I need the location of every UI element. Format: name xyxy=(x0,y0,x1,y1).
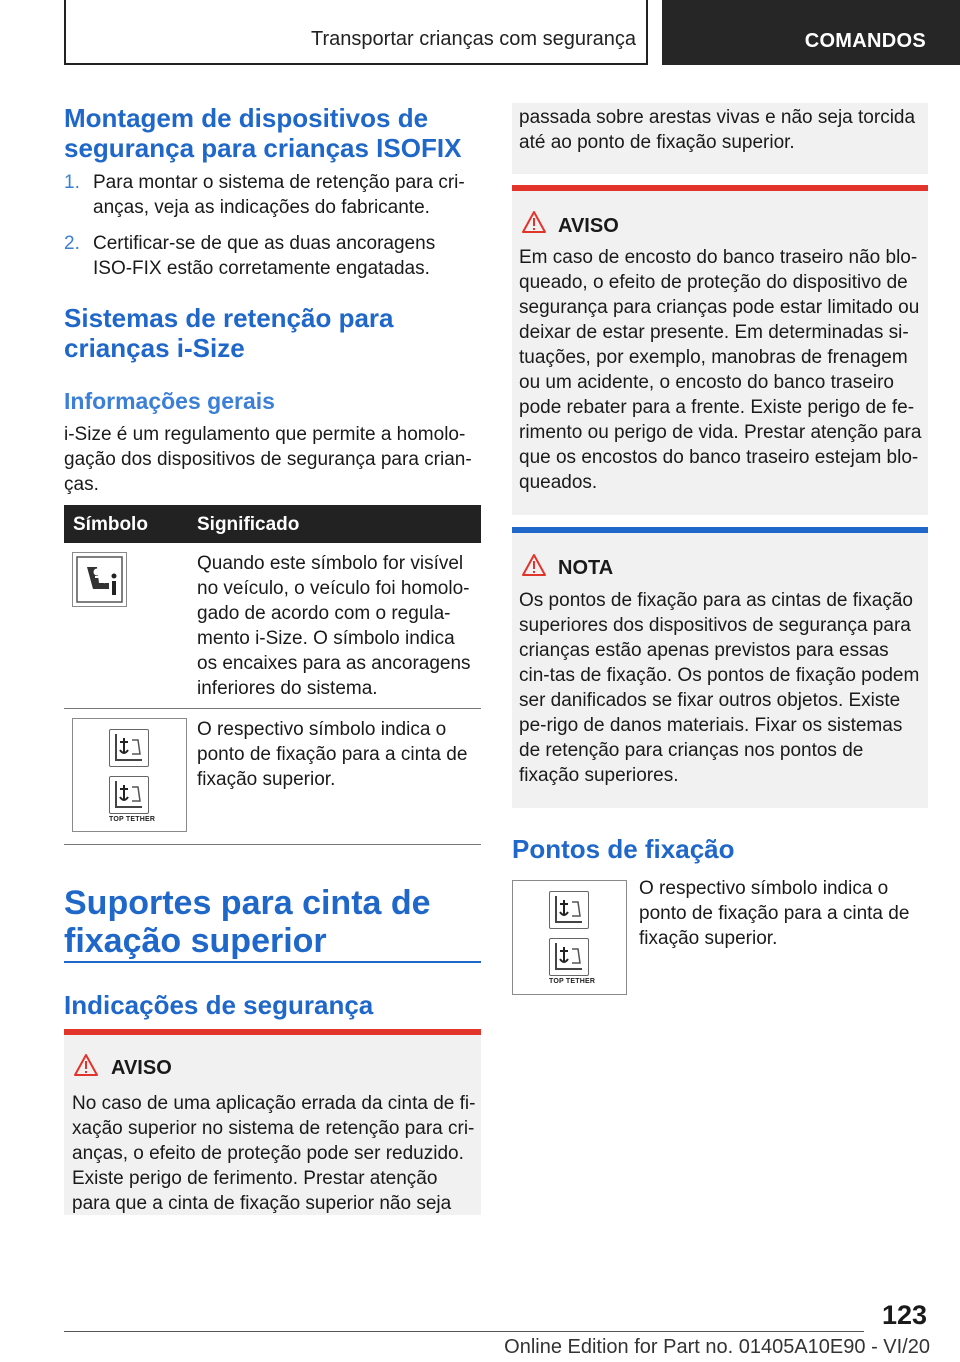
tether-label: TOP TETHER xyxy=(109,816,156,823)
top-tether-icon xyxy=(512,880,627,995)
warning-text: No caso de uma aplicação errada da cinta de fi-xação superior no sistema de retenção para cri-anças, o efeito de proteção pode ser reduzido. Existe perigo de ferimento. Prestar atenção para que a cinta de fixação superior não seja xyxy=(72,1093,476,1214)
isize-child-seat-icon xyxy=(72,552,127,607)
table-cell: O respectivo símbolo indica o ponto de fixação para a cinta de fixação superior. xyxy=(197,719,468,790)
header-divider xyxy=(646,0,648,64)
list-item xyxy=(64,170,480,220)
column-header-symbol: Símbolo xyxy=(73,514,148,535)
table-header xyxy=(64,505,481,543)
table-cell: Quando este símbolo for visível no veículo, o veículo foi homolo-gado de acordo com o regula-mento i-Size. O símbolo indica os encaixes para as ancoragens inferiores do sistema. xyxy=(197,553,471,699)
list-item xyxy=(64,231,480,281)
footer-rule xyxy=(64,1331,864,1332)
step-number: 2. xyxy=(64,233,80,254)
table-row-divider xyxy=(64,708,481,709)
warning-triangle-icon xyxy=(73,1053,99,1077)
step-number: 1. xyxy=(64,172,80,193)
step-text: Para montar o sistema de retenção para cri-anças, veja as indicações do fabricante. xyxy=(93,172,465,218)
warning-title: AVISO xyxy=(558,215,619,237)
tether-heading: Suportes para cinta de fixação superior xyxy=(64,884,431,960)
isize-heading: Sistemas de retenção para crianças i-Size xyxy=(64,303,394,363)
anchor-text: O respectivo símbolo indica o ponto de fixação para a cinta de fixação superior. xyxy=(639,878,910,949)
table-row-divider xyxy=(64,844,481,845)
warning-box xyxy=(512,191,928,515)
anchor-seat-icon xyxy=(109,729,149,767)
warning-text: Em caso de encosto do banco traseiro não blo-queado, o efeito de proteção do dispositivo de segurança para crianças pode estar limitado ou deixar de estar presente. Em determinadas si-tuações, por exemplo, manobras de frenagem ou um acidente, o encosto do banco traseiro pode rebater para a frente. Existe perigo de fe-rimento ou perigo de vida. Prestar atenção para que os encostos do banco traseiro estejam blo-queados. xyxy=(519,247,922,493)
anchor-heading: Pontos de fixação xyxy=(512,834,735,864)
top-tether-icon xyxy=(72,718,187,832)
step-text: Certificar-se de que as duas ancoragens ISO-FIX estão corretamente engatadas. xyxy=(93,233,436,279)
warning-text: passada sobre arestas vivas e não seja torcida até ao ponto de fixação superior. xyxy=(519,107,916,153)
anchor-seat-icon xyxy=(549,938,589,976)
warning-title: AVISO xyxy=(111,1057,172,1079)
warning-box xyxy=(64,1035,481,1215)
isofix-heading: Montagem de dispositivos de segurança para crianças ISOFIX xyxy=(64,103,462,163)
warning-triangle-icon xyxy=(521,210,547,234)
section-label: COMANDOS xyxy=(804,30,926,52)
notice-text: Os pontos de fixação para as cintas de fixação superiores dos dispositivos de segurança para crianças estão apenas previstos para essas cin-tas de fixação. Os pontos de fixação podem ser danificados se fixar outros objetos. Existe pe-rigo de danos materiais. Fixar os sistemas de retenção para crianças nos pontos de fixação superiores. xyxy=(519,590,920,786)
warning-continuation xyxy=(512,103,928,174)
chapter-title: Transportar crianças com segurança xyxy=(311,28,636,50)
general-info-text: i-Size é um regulamento que permite a homolo-gação dos dispositivos de segurança para crian-ças. xyxy=(64,424,472,495)
section-tab xyxy=(662,0,960,65)
tether-label: TOP TETHER xyxy=(549,978,596,985)
safety-heading: Indicações de segurança xyxy=(64,990,374,1020)
anchor-seat-icon xyxy=(549,891,589,929)
page-number: 123 xyxy=(881,1300,927,1330)
heading-rule xyxy=(64,961,481,963)
general-info-heading: Informações gerais xyxy=(64,388,275,414)
column-header-meaning: Significado xyxy=(197,514,300,535)
notice-box xyxy=(512,533,928,808)
warning-triangle-icon xyxy=(521,553,547,577)
anchor-seat-icon xyxy=(109,776,149,814)
header-divider xyxy=(64,63,648,65)
notice-title: NOTA xyxy=(558,557,614,579)
footer-edition: Online Edition for Part no. 01405A10E90 - VI/20 xyxy=(504,1336,930,1358)
